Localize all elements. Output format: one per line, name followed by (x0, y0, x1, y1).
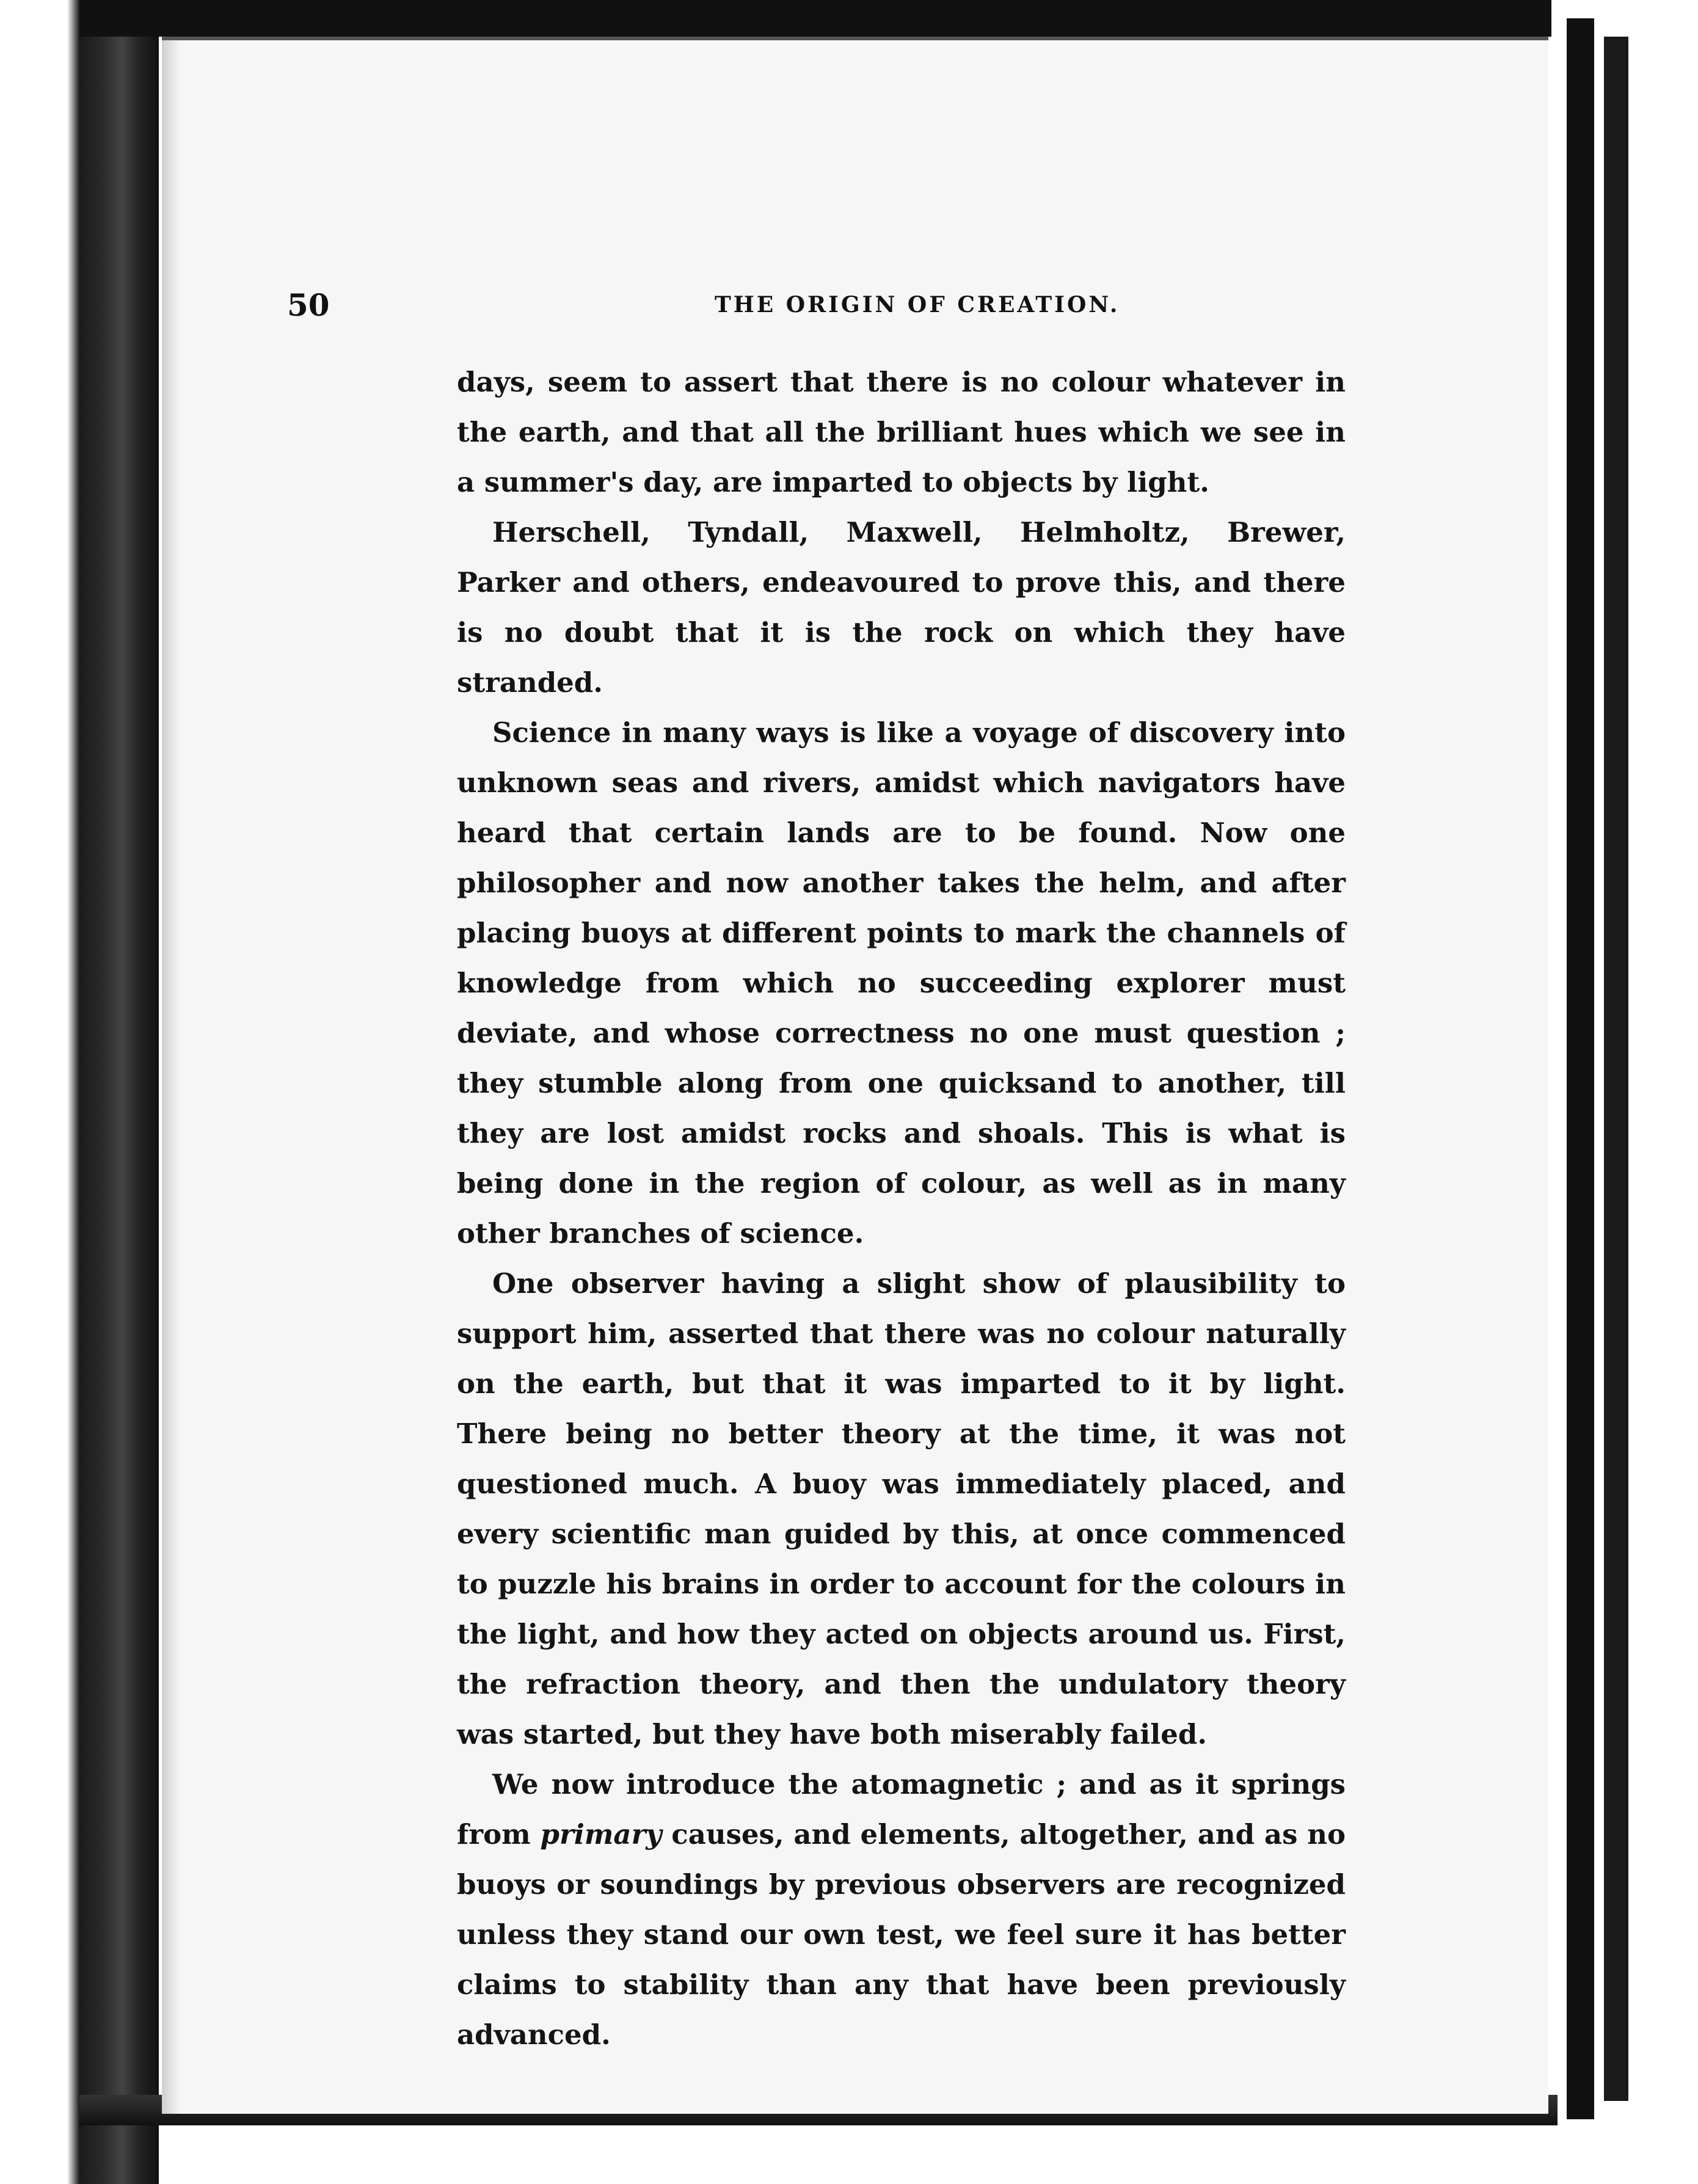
paragraph-5-text-before: We now introduce the atomagnetic ; and as it springs from (457, 1768, 1346, 1851)
paragraph-4: One observer having a slight show of plausibility to support him, asserted that there was no colour naturally on the earth, but that it was imparted to it by light. There being no better theory at the time, it was not questioned much. A buoy was immediately placed, and every scientific man guided by this, at once commenced to puzzle his brains in order to account for the colours in the light, and how they acted on objects around us. First, the refraction theory, and then the undulatory theory was started, but they have both miserably failed. (457, 1267, 1346, 1750)
paragraph-5-emphasis: primary (540, 1818, 662, 1851)
book-right-edge (1567, 18, 1594, 2119)
book-top-edge (79, 0, 1619, 37)
book-left-edge (0, 0, 159, 2184)
running-title: THE ORIGIN OF CREATION. (715, 292, 1120, 318)
running-head (287, 287, 1344, 324)
paragraph-1: days, seem to assert that there is no colour whatever in the earth, and that all the brilliant hues which we see in a summer's day, are imparted to objects by light. (457, 366, 1346, 498)
page-gutter-shadow (162, 40, 180, 2114)
paragraph-5 (457, 1760, 1346, 2060)
page-number: 50 (287, 287, 330, 323)
paragraph-5-text-after: causes, and elements, altogether, and as no buoys or soundings by previous observers are recognized unless they stand our own test, we feel sure it has better claims to stability than any that have been previously advanced. (457, 1818, 1346, 2051)
paragraph-2: Herschell, Tyndall, Maxwell, Helmholtz, Brewer, Parker and others, endeavoured to prove this, and there is no doubt that it is the rock on which they have stranded. (457, 516, 1346, 699)
paragraph-3: Science in many ways is like a voyage of discovery into unknown seas and rivers, amidst which navigators have heard that certain lands are to be found. Now one philosopher and now another takes the helm, and after placing buoys at different points to mark the channels of knowledge from which no succeeding explorer must deviate, and whose correctness no one must question ; they stumble along from one quicksand to another, till they are lost amidst rocks and shoals. This is what is being done in the region of colour, as well as in many other branches of science. (457, 716, 1346, 1250)
next-page-edge (1600, 37, 1628, 2101)
body-text (457, 357, 1346, 2060)
